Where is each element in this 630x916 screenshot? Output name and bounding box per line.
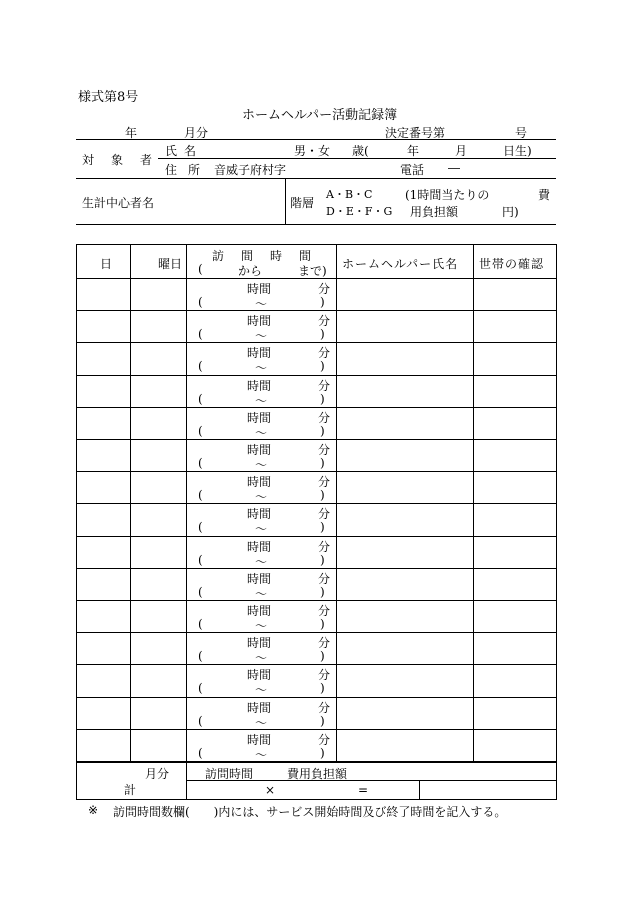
row-close-paren: ) (320, 584, 325, 599)
row-close-paren: ) (320, 391, 325, 406)
household-confirm-cell[interactable] (473, 375, 557, 407)
row-minute-label: 分 (318, 346, 331, 361)
weekday-cell[interactable] (130, 568, 186, 600)
row-close-paren: ) (320, 327, 325, 342)
subject-mid-rule (158, 158, 556, 159)
row-tilde: ～ (255, 425, 268, 440)
day-cell[interactable] (76, 503, 130, 535)
row-open-paren: ( (198, 649, 203, 664)
earner-label: 生計中心者名 (82, 196, 155, 210)
row-close-paren: ) (320, 617, 325, 631)
helper-name-cell[interactable] (336, 439, 473, 471)
header-year-label: 年 (125, 126, 138, 140)
col-header-visit-3: 時 (270, 249, 283, 263)
fee-note-line-2b: 円) (502, 205, 519, 219)
class-label: 階層 (290, 196, 315, 210)
row-open-paren: ( (198, 488, 203, 503)
name-label-2: 名 (184, 144, 197, 158)
class-row-1: A・B・C (326, 188, 373, 201)
row-hour-label: 時間 (247, 410, 272, 425)
day-cell[interactable] (76, 278, 130, 310)
row-hour-label: 時間 (247, 507, 272, 522)
weekday-cell[interactable] (130, 278, 186, 310)
row-minute-label: 分 (318, 539, 331, 554)
row-tilde: ～ (255, 522, 268, 537)
row-hour-label: 時間 (247, 378, 272, 393)
row-minute-label: 分 (318, 732, 331, 747)
row-open-paren: ( (198, 520, 203, 535)
row-open-paren: ( (198, 456, 203, 470)
col-header-helper: ホームヘルパー氏名 (342, 257, 459, 271)
col-header-visit-4: 間 (299, 249, 312, 263)
col-header-weekday: 曜日 (158, 257, 183, 271)
row-close-paren: ) (320, 520, 325, 535)
row-hour-label: 時間 (247, 604, 272, 618)
household-confirm-cell[interactable] (473, 568, 557, 600)
address-label-1: 住 (165, 163, 178, 177)
note-text: 訪問時間数欄( )内には、サービス開始時間及び終了時間を記入する。 (113, 805, 507, 819)
footer-total-label: 計 (124, 783, 137, 797)
weekday-cell[interactable] (130, 471, 186, 503)
row-minute-label: 分 (318, 668, 331, 683)
footer-total-field[interactable] (419, 780, 557, 800)
row-tilde: ～ (255, 393, 268, 408)
weekday-cell[interactable] (130, 536, 186, 568)
col-header-visit-1: 訪 (212, 249, 225, 263)
row-close-paren: ) (320, 713, 325, 728)
row-tilde: ～ (255, 747, 268, 762)
helper-name-cell[interactable] (336, 407, 473, 439)
row-open-paren: ( (198, 552, 203, 567)
class-row-2: D・E・F・G (326, 205, 393, 218)
row-open-paren: ( (198, 327, 203, 342)
row-minute-label: 分 (318, 507, 331, 522)
subject-label-3: 者 (140, 153, 153, 167)
col-header-visit-to: まで) (298, 264, 327, 278)
phone-label: 電話 (400, 163, 425, 177)
row-tilde: ～ (255, 715, 268, 730)
row-minute-label: 分 (318, 604, 331, 618)
footer-fee-label: 費用負担額 (287, 767, 348, 781)
day-cell[interactable] (76, 342, 130, 374)
footer-visit-hours-label: 訪問時間 (205, 767, 254, 781)
footer-month-label: 月分 (145, 767, 170, 781)
row-minute-label: 分 (318, 410, 331, 425)
row-open-paren: ( (198, 617, 203, 631)
helper-name-cell[interactable] (336, 664, 473, 696)
row-minute-label: 分 (318, 443, 331, 457)
fee-note-line-2: 用負担額 (410, 205, 459, 219)
row-minute-label: 分 (318, 282, 331, 296)
row-hour-label: 時間 (247, 636, 272, 651)
household-confirm-cell[interactable] (473, 600, 557, 632)
helper-name-cell[interactable] (336, 471, 473, 503)
weekday-cell[interactable] (130, 600, 186, 632)
table-footer-rule (76, 761, 557, 763)
row-tilde: ～ (255, 361, 268, 376)
age-field: 歳( (352, 144, 369, 158)
weekday-cell[interactable] (130, 729, 186, 761)
day-cell[interactable] (76, 439, 130, 471)
header-go-label: 号 (515, 126, 528, 140)
row-open-paren: ( (198, 681, 203, 696)
household-confirm-cell[interactable] (473, 729, 557, 761)
helper-name-cell[interactable] (336, 375, 473, 407)
col-header-visit-from: から (238, 264, 263, 278)
weekday-cell[interactable] (130, 632, 186, 664)
household-confirm-cell[interactable] (473, 632, 557, 664)
sex-field: 男・女 (294, 144, 331, 158)
household-confirm-cell[interactable] (473, 503, 557, 535)
row-tilde: ～ (255, 297, 268, 311)
row-hour-label: 時間 (247, 475, 272, 490)
day-cell[interactable] (76, 407, 130, 439)
helper-name-cell[interactable] (336, 600, 473, 632)
helper-name-cell[interactable] (336, 632, 473, 664)
household-confirm-cell[interactable] (473, 664, 557, 696)
col-header-confirm: 世帯の確認 (479, 257, 545, 271)
fee-note-line-1b: 費 (538, 188, 551, 202)
row-tilde: ～ (255, 683, 268, 698)
helper-name-cell[interactable] (336, 729, 473, 761)
row-close-paren: ) (320, 649, 325, 664)
household-confirm-cell[interactable] (473, 342, 557, 374)
household-confirm-cell[interactable] (473, 697, 557, 729)
footer-equals-sign: = (358, 783, 369, 797)
col-header-visit-open: ( (198, 262, 203, 276)
row-minute-label: 分 (318, 475, 331, 490)
weekday-cell[interactable] (130, 407, 186, 439)
weekday-cell[interactable] (130, 697, 186, 729)
day-cell[interactable] (76, 697, 130, 729)
household-divider (285, 178, 286, 224)
col-header-visit-2: 間 (241, 249, 254, 263)
weekday-cell[interactable] (130, 664, 186, 696)
day-cell[interactable] (76, 664, 130, 696)
subject-label-1: 対 (82, 153, 95, 167)
note-mark: ※ (88, 803, 99, 817)
birth-month-label: 月 (455, 144, 468, 158)
row-hour-label: 時間 (247, 282, 272, 296)
subject-bottom-rule (76, 178, 556, 179)
helper-name-cell[interactable] (336, 568, 473, 600)
row-open-paren: ( (198, 391, 203, 406)
helper-name-cell[interactable] (336, 342, 473, 374)
address-value: 音威子府村字 (214, 163, 287, 177)
row-open-paren: ( (198, 295, 203, 309)
row-close-paren: ) (320, 295, 325, 309)
birth-day-label: 日生) (503, 144, 532, 158)
fee-note-line-1: (1時間当たりの (405, 188, 490, 202)
household-confirm-cell[interactable] (473, 471, 557, 503)
col-header-day: 日 (100, 257, 113, 271)
helper-name-cell[interactable] (336, 697, 473, 729)
day-cell[interactable] (76, 375, 130, 407)
day-cell[interactable] (76, 632, 130, 664)
row-close-paren: ) (320, 423, 325, 438)
row-close-paren: ) (320, 552, 325, 567)
row-tilde: ～ (255, 586, 268, 601)
row-hour-label: 時間 (247, 314, 272, 329)
row-minute-label: 分 (318, 700, 331, 715)
page-title: ホームヘルパー活動記録簿 (242, 108, 398, 123)
row-hour-label: 時間 (247, 443, 272, 457)
row-hour-label: 時間 (247, 668, 272, 683)
row-close-paren: ) (320, 681, 325, 696)
row-hour-label: 時間 (247, 732, 272, 747)
row-tilde: ～ (255, 458, 268, 472)
row-tilde: ～ (255, 619, 268, 633)
footer-times-sign: × (265, 783, 276, 797)
day-cell[interactable] (76, 471, 130, 503)
row-open-paren: ( (198, 584, 203, 599)
row-tilde: ～ (255, 490, 268, 505)
helper-name-cell[interactable] (336, 310, 473, 342)
row-tilde: ～ (255, 554, 268, 569)
weekday-cell[interactable] (130, 310, 186, 342)
address-label-2: 所 (188, 163, 201, 177)
col-divider-weekday (186, 244, 187, 800)
header-rule (76, 139, 556, 140)
day-cell[interactable] (76, 536, 130, 568)
weekday-cell[interactable] (130, 375, 186, 407)
row-tilde: ～ (255, 651, 268, 666)
helper-name-cell[interactable] (336, 278, 473, 310)
row-open-paren: ( (198, 423, 203, 438)
helper-name-cell[interactable] (336, 503, 473, 535)
household-confirm-cell[interactable] (473, 439, 557, 471)
name-label-1: 氏 (165, 144, 178, 158)
household-confirm-cell[interactable] (473, 278, 557, 310)
birth-year-label: 年 (407, 144, 420, 158)
phone-dash: ― (448, 161, 460, 175)
row-tilde: ～ (255, 329, 268, 344)
row-open-paren: ( (198, 745, 203, 760)
row-minute-label: 分 (318, 314, 331, 329)
row-close-paren: ) (320, 359, 325, 374)
weekday-cell[interactable] (130, 503, 186, 535)
row-minute-label: 分 (318, 636, 331, 651)
row-minute-label: 分 (318, 571, 331, 586)
row-close-paren: ) (320, 456, 325, 470)
day-cell[interactable] (76, 310, 130, 342)
row-hour-label: 時間 (247, 346, 272, 361)
row-hour-label: 時間 (247, 700, 272, 715)
household-bottom-rule (76, 224, 556, 225)
weekday-cell[interactable] (130, 439, 186, 471)
household-confirm-cell[interactable] (473, 407, 557, 439)
household-confirm-cell[interactable] (473, 536, 557, 568)
row-close-paren: ) (320, 488, 325, 503)
household-confirm-cell[interactable] (473, 310, 557, 342)
form-number: 様式第8号 (78, 90, 139, 105)
day-cell[interactable] (76, 568, 130, 600)
row-minute-label: 分 (318, 378, 331, 393)
row-open-paren: ( (198, 713, 203, 728)
row-close-paren: ) (320, 745, 325, 760)
day-cell[interactable] (76, 600, 130, 632)
row-hour-label: 時間 (247, 571, 272, 586)
day-cell[interactable] (76, 729, 130, 761)
subject-label-2: 象 (111, 153, 124, 167)
header-decision-number-label: 決定番号第 (385, 126, 446, 140)
row-open-paren: ( (198, 359, 203, 374)
helper-name-cell[interactable] (336, 536, 473, 568)
row-hour-label: 時間 (247, 539, 272, 554)
header-month-period: 月分 (184, 126, 209, 140)
weekday-cell[interactable] (130, 342, 186, 374)
